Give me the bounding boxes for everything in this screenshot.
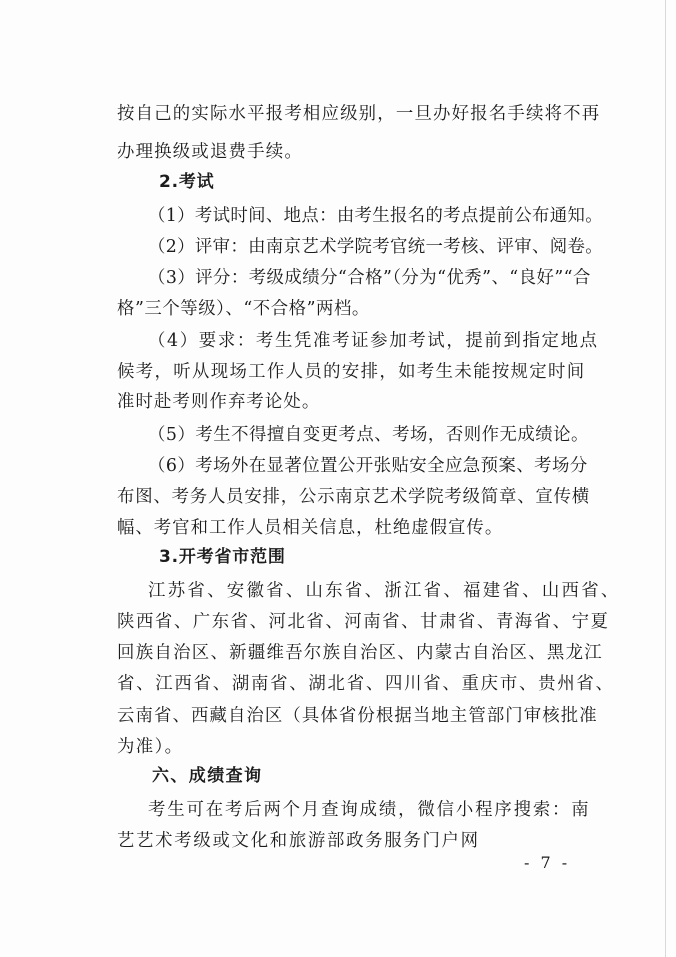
page-number: - 7 - — [524, 853, 571, 872]
body-text-line: 为准）。 — [117, 737, 184, 757]
body-text-line: 考生可在考后两个月查询成绩，微信小程序搜索：南 — [148, 800, 591, 820]
body-text-line: 办理换级或退费手续。 — [117, 142, 303, 162]
section-heading-exam: 2.考试 — [159, 172, 215, 192]
body-text-line: （6）考场外在显著位置公开张贴安全应急预案、考场分 — [148, 456, 588, 476]
body-text-line: 省、江西省、湖南省、湖北省、四川省、重庆市、贵州省、 — [117, 674, 615, 694]
body-text-line: 按自己的实际水平报考相应级别，一旦办好报名手续将不再 — [117, 104, 601, 124]
section-heading-score-query: 六、成绩查询 — [152, 766, 263, 786]
body-text-line: 江苏省、安徽省、山东省、浙江省、福建省、山西省、 — [148, 581, 621, 601]
body-text-line: 艺艺术考级或文化和旅游部政务服务门户网 — [117, 831, 480, 851]
body-text-line: 幅、考官和工作人员相关信息，杜绝虚假宣传。 — [117, 518, 504, 538]
section-heading-provinces: 3.开考省市范围 — [159, 547, 286, 567]
body-text-line: （1）考试时间、地点：由考生报名的考点提前公布通知。 — [148, 206, 603, 226]
body-text-line: 云南省、西藏自治区（具体省份根据当地主管部门审核批准 — [117, 706, 598, 726]
body-text-line: （3）评分：考级成绩分“合格”（分为“优秀”、“良好”“合 — [148, 268, 591, 288]
body-text-line: （5）考生不得擅自变更考点、考场，否则作无成绩论。 — [148, 425, 589, 445]
body-text-line: 陕西省、广东省、河北省、河南省、甘肃省、青海省、宁夏 — [117, 612, 610, 632]
body-text-line: （4）要求：考生凭准考证参加考试，提前到指定地点 — [148, 331, 599, 351]
body-text-line: 回族自治区、新疆维吾尔族自治区、内蒙古自治区、黑龙江 — [117, 643, 603, 663]
body-text-line: （2）评审：由南京艺术学院考官统一考核、评审、阅卷。 — [148, 237, 603, 257]
body-text-line: 候考，听从现场工作人员的安排，如考生未能按规定时间 — [117, 362, 586, 382]
page-edge-line — [665, 0, 666, 957]
body-text-line: 准时赴考则作弃考论处。 — [117, 392, 321, 412]
body-text-line: 布图、考务人员安排，公示南京艺术学院考级简章、宣传横 — [117, 487, 590, 507]
body-text-line: 格”三个等级）、“不合格”两档。 — [117, 299, 370, 319]
